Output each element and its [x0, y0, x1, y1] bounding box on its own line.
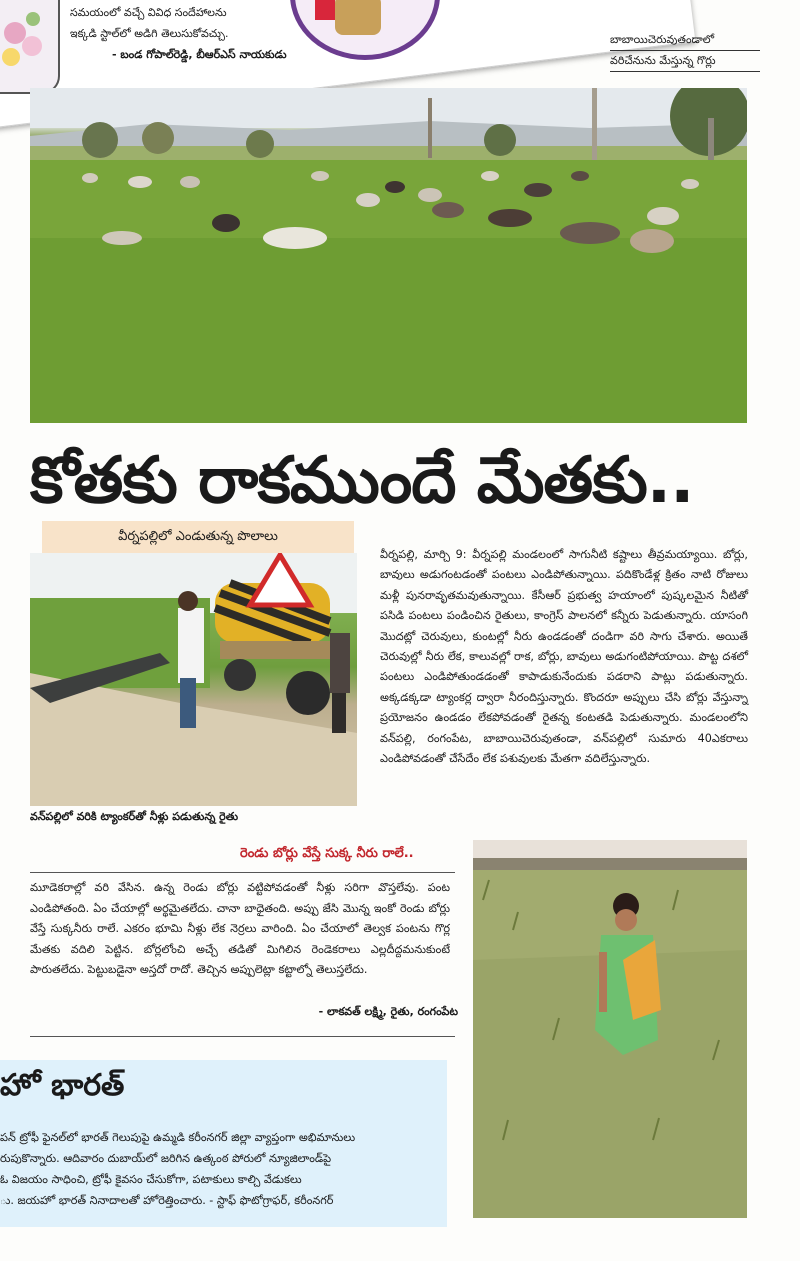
farmer-woman-photo	[473, 840, 747, 1218]
cricket-news-title: హో భారత్	[0, 1068, 125, 1103]
field-photo-caption	[610, 30, 760, 72]
caption-line-1: బాబాయిచెరువుతండాలో	[610, 30, 760, 51]
divider	[30, 872, 455, 873]
farmer-quote-title: రెండు బోర్లు వేస్తే సుక్క నీరు రాలే..	[240, 846, 414, 861]
tanker-photo-art	[30, 553, 357, 806]
quote-line-1: సమయంలో వచ్చే వివిధ సందేహాలను	[70, 6, 227, 19]
flower-photo	[0, 0, 60, 94]
farmer-quote-body: మూడెకరాల్లో వరి వేసిన. ఉన్న రెండు బోర్లు వట్టిపోవడంతో నీళ్లు సరిగా వొస్తలేవు. పంట ఎండిపోతంది. ఏం చేయాల్లో అర్థమైతలేదు. చానా బాధైతంది. అప్పు జేసి మొన్న ఇంకో రెండు బోర్లు వేస్తే సుక్కనీరు రాలే. ఎకరం భూమి నీళ్లు లేక నెర్రలు వారింది. ఏం చేయాలో తెల్వక పంటను గొర్ల మేతకు వదిలి పెట్టిన. బోర్లలోంచి అచ్చే తడితో మిగిలిన రెండెకరాలు ఎల్లదీద్దమనుకుంటే పారుతలేదు. పెట్టుబడైనా అస్తదో రాదో. తెచ్చిన అప్పులెట్లా కట్టాల్నో తెలుస్తలేదు.	[30, 881, 450, 977]
trophy-icon	[335, 0, 381, 35]
cricket-news-line: ు. జయహో భారత్ నినాదాలతో హోరెత్తించారు. - స్టాఫ్ ఫొటోగ్రాఫర్, కరీంనగర్	[0, 1194, 334, 1207]
cricket-news-line: ఓ విజయం సాధించి, ట్రోఫీ కైవసం చేసుకోగా, పటాకులు కాల్చి వేడుకలు	[0, 1173, 302, 1186]
tanker-photo	[30, 553, 357, 806]
woman-photo-art	[473, 840, 747, 1218]
quote-byline: - బండ గోపాల్‌రెడ్డి, బీఆర్‌ఎస్ నాయకుడు	[112, 48, 287, 61]
flag-icon	[315, 0, 335, 20]
article-body: వీర్నపల్లి, మార్చి 9: వీర్నపల్లి మండలంలో సాగునీటి కష్టాలు తీవ్రమయ్యాయి. బోర్లు, బావులు అడుగంటడంతో పంటలు ఎండిపోతున్నాయి. పదికొండేళ్ల క్రితం నాటి రోజులు మళ్లీ పునరావృతమవుతున్నాయి. కేసీఆర్ ప్రభుత్వ హయాంలో పుష్కలమైన నీటితో పసిడి పంటలు పండించిన రైతులు, కాంగ్రెస్ పాలనలో కన్నీరు పెడుతున్నారు. యాసంగి మొదట్లో చెరువులు, కుంటల్లో నీరు ఉండడంతో దండిగా వరి సాగు చేశారు. అయితే చెరువుల్లో నీరు లేక, కాలువల్లో రాక, బోర్లు, బావులు అడుగంటిపోయాయి. పొట్ట దశలో పంటలు ఎండిపోతుండడంతో కాపాడుకునేందుకు పడరాని పాట్లు పడుతున్నారు. అక్కడక్కడా ట్యాంకర్ల ద్వారా నీరందిస్తున్నారు. కొందరూ అప్పులు చేసి బోర్లు వేస్తున్నా ప్రయోజనం ఉండడం లేకపోవడంతో రైతన్న కంటతడి పెడుతున్నారు. మండలంలోని వన్‌పల్లి, రంగంపేట, బాబాయిచెరువుతండా, వన్‌పల్లిలో సుమారు 40ఎకరాలు ఎండిపోవడంతో చేసేదేం లేక పశువులకు మేతగా వదిలేస్తున్నారు.	[380, 548, 748, 766]
quote-line-2: ఇక్కడి స్టాల్‌లో అడిగి తెలుసుకోవచ్చు.	[70, 27, 229, 40]
cricket-news-line: పన్ ట్రోఫీ ఫైనల్‌లో భారత్ గెలుపుపై ఉమ్మడి కరీంనగర్ జిల్లా వ్యాప్తంగా అభిమానులు	[0, 1131, 356, 1144]
cricket-news-line: రుపుకొన్నారు. ఆదివారం దుబాయ్‌లో జరిగిన ఉత్కంఠ పోరులో న్యూజిలాండ్‌పై	[0, 1152, 332, 1165]
headline: కోతకు రాకముందే మేతకు..	[30, 444, 694, 518]
farmer-quote-byline: - లాకవత్ లక్ష్మి, రైతు, రంగంపేట	[318, 1005, 458, 1018]
divider	[30, 1036, 455, 1037]
field-photo-art	[30, 88, 747, 423]
caption-line-2: వరిచేనును మేస్తున్న గొర్లు	[610, 51, 760, 72]
tanker-photo-caption: వన్‌పల్లిలో వరికి ట్యాంకర్‌తో నీళ్లు పడుతున్న రైతు	[30, 810, 239, 823]
grazing-field-photo	[30, 88, 747, 423]
cricket-news-body	[0, 1127, 447, 1211]
tanker-photo-label: వీర్నపల్లిలో ఎండుతున్న పొలాలు	[42, 521, 354, 553]
